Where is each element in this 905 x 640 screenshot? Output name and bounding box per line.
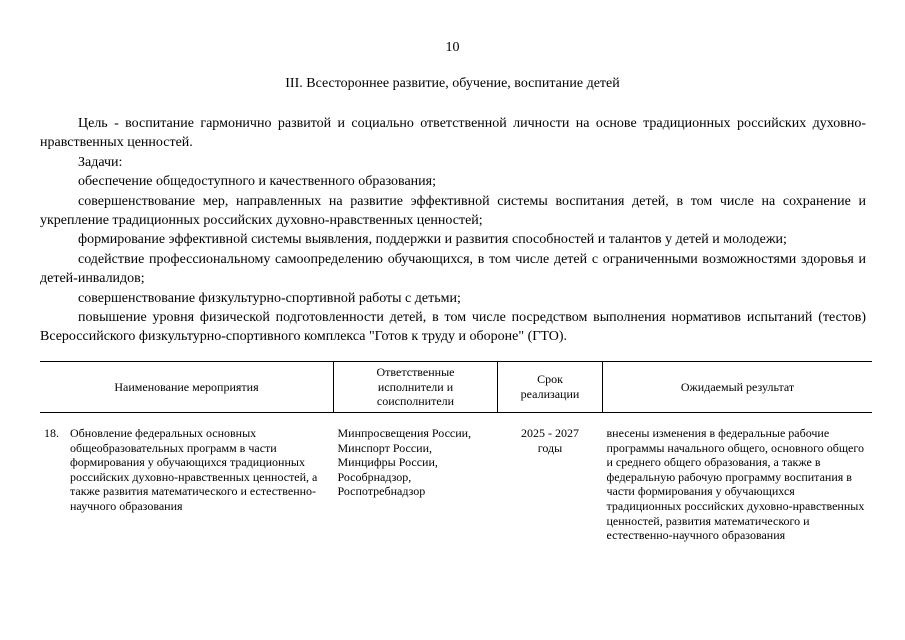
header-executors-text: Ответственные исполнители и соисполнители — [376, 365, 455, 409]
section-title: III. Всестороннее развитие, обучение, воспитание детей — [285, 76, 620, 91]
row-executors-cell — [334, 413, 498, 543]
header-result: Ожидаемый результат — [603, 362, 873, 413]
section-body — [40, 114, 866, 347]
task-item: содействие профессиональному самоопределению обучающихся, в том числе детей с ограниченными возможностями здоровья и детей-инвалидов; — [40, 251, 866, 287]
measures-table — [40, 361, 872, 543]
task-item: обеспечение общедоступного и качественного образования; — [78, 174, 436, 190]
row-name-cell — [40, 413, 334, 543]
row-term-unit: годы — [537, 440, 563, 455]
header-term-text: Срок реализации — [520, 372, 580, 401]
executor: Минспорт России, — [337, 440, 433, 455]
row-number: 18. — [44, 426, 59, 440]
task-item: совершенствование физкультурно-спортивной работы с детьми; — [78, 290, 461, 306]
task-item: повышение уровня физической подготовленности детей, в том числе посредством выполнения нормативов испытаний (тестов) Всероссийского физкультурно-спортивного комплекса "Готов к труду и обороне" (ГТО). — [40, 310, 866, 345]
task-item: формирование эффективной системы выявления, поддержки и развития способностей и талантов у детей и молодежи; — [78, 232, 787, 248]
header-executors — [334, 362, 498, 413]
table-header-row — [40, 362, 872, 413]
page-number: 10 — [445, 40, 460, 55]
executor: Роспотребнадзор — [337, 484, 426, 499]
executor: Рособрнадзор, — [337, 469, 412, 484]
header-term — [498, 362, 603, 413]
header-name: Наименование мероприятия — [40, 362, 334, 413]
row-result: внесены изменения в федеральные рабочие программы начального общего, основного общего и среднего общего образования, а также в федеральную рабочую программу воспитания в части формирования у обучающихся традиционных российских духовно-нравственных ценностей, развития математического и естественно-научного образования — [606, 426, 865, 543]
task-item: совершенствование мер, направленных на развитие эффективной системы воспитания детей, в том числе на сохранение и укрепление традиционных российских духовно-нравственных ценностей; — [40, 193, 866, 229]
row-name: Обновление федеральных основных общеобразовательных программ в части формирования у обучающихся традиционных российских духовно-нравственных ценностей, а также развития математического и естественно-научного образования — [70, 426, 318, 513]
row-term-cell — [498, 413, 603, 543]
executor: Минцифры России, — [337, 455, 438, 470]
table-row — [40, 413, 872, 543]
row-term-years: 2025 - 2027 — [521, 426, 579, 440]
goal-paragraph: Цель - воспитание гармонично развитой и социально ответственной личности на основе традиционных российских духовно-нравственных ценностей. — [40, 116, 866, 151]
tasks-heading: Задачи: — [78, 154, 123, 170]
executor: Минпросвещения России, — [337, 426, 472, 440]
